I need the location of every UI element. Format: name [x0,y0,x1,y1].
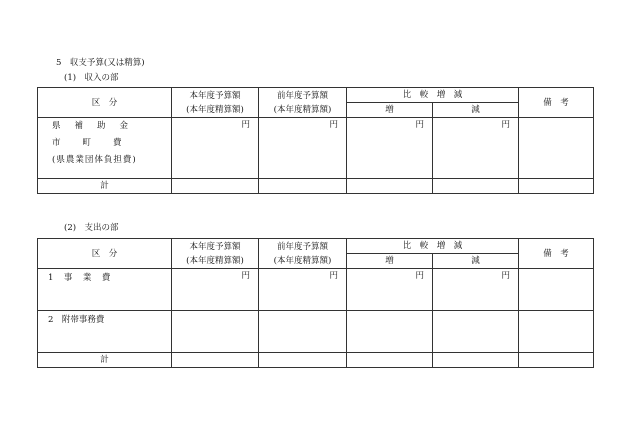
income-table [37,87,594,194]
remarks-cell [519,118,594,179]
total-cell [259,179,347,194]
total-cell [172,353,259,368]
previous-budget-header [259,88,347,118]
current-settlement-label: (本年度精算額) [186,104,244,115]
amount-cell [259,311,347,353]
current-budget-header [172,88,259,118]
amount-cell [347,311,433,353]
income-item: 市町費 [52,138,144,148]
expense-table [37,238,594,368]
yen-unit: 円 [433,118,519,179]
previous-settlement-label: (本年度精算額) [273,104,332,115]
current-budget-label: 本年度予算額 [189,90,241,101]
previous-budget-label: 前年度予算額 [276,90,328,101]
yen-unit: 円 [172,269,259,311]
yen-unit: 円 [259,269,347,311]
total-cell [519,353,594,368]
total-cell [347,353,433,368]
remarks-cell [519,311,594,353]
remarks-header: 備 考 [519,239,594,269]
compare-header: 比 較 増 減 [347,239,519,254]
decrease-header: 減 [433,103,519,118]
previous-budget-header [259,239,347,269]
expense-heading: (2) 支出の部 [64,223,119,233]
income-items-cell [38,118,172,179]
current-settlement-label: (本年度精算額) [186,255,244,266]
total-cell [433,179,519,194]
expense-item-business: 1 事 業 費 [38,269,172,311]
total-cell [519,179,594,194]
income-total-label: 計 [38,179,172,194]
remarks-header: 備 考 [519,88,594,118]
expense-total-label: 計 [38,353,172,368]
yen-unit: 円 [347,118,433,179]
remarks-cell [519,269,594,311]
current-budget-label: 本年度予算額 [189,241,241,252]
current-budget-header [172,239,259,269]
yen-unit: 円 [172,118,259,179]
total-cell [259,353,347,368]
amount-cell [172,311,259,353]
total-cell [433,353,519,368]
amount-cell [433,311,519,353]
decrease-header: 減 [433,254,519,269]
previous-budget-label: 前年度予算額 [276,241,328,252]
total-cell [172,179,259,194]
yen-unit: 円 [433,269,519,311]
increase-header: 増 [347,254,433,269]
yen-unit: 円 [347,269,433,311]
compare-header: 比 較 増 減 [347,88,519,103]
increase-header: 増 [347,103,433,118]
kubun-header: 区 分 [38,239,172,269]
income-heading: (1) 収入の部 [64,73,119,83]
previous-settlement-label: (本年度精算額) [273,255,332,266]
yen-unit: 円 [259,118,347,179]
income-item: (県農業団体負担費) [52,155,137,165]
section-title: 5 収支予算(又は精算) [56,58,145,68]
total-cell [347,179,433,194]
kubun-header: 区 分 [38,88,172,118]
expense-item-office: 2 附帯事務費 [38,311,172,353]
income-item: 県補助金 [52,121,143,131]
